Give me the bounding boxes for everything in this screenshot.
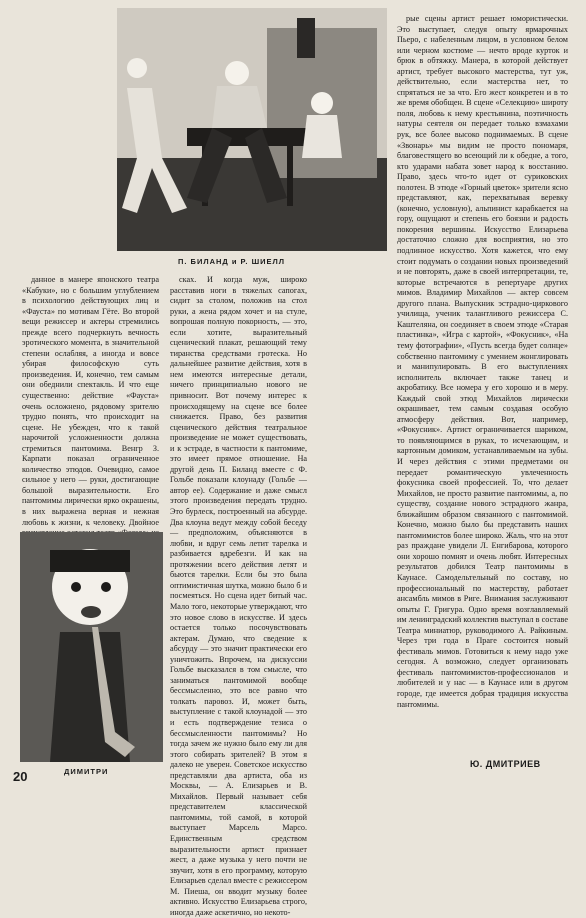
photo-dimitri (20, 532, 163, 762)
article-column-2 (170, 275, 307, 918)
photo-clown-illustration (20, 532, 163, 762)
photo-biland-shiell (117, 8, 387, 251)
article-column-3 (397, 14, 568, 710)
column-1-text: данное в манере японского театра «Кабуки», но с большим углублением в психологию действующих лиц и «Фауста» по мотивам Гёте. Во второй вещи режиссер и актеры стремились прежде всего подчеркнуть вечность эротического момента, в значительной степени ослабляя, а иногда и вовсе убирая философскую суть произведения. И, конечно, тем самым они обеднили спектакль. И что еще существенно: действие «Фауста» очень осложнено, рядовому зрителю трудно понять, что происходит на сцене. Не убежден, что к такой нарочитой усложненности должна стремиться пантомима. Венгр З. Карпати показал ограниченное количество этюдов. Очевидно, самое сильное у него — руки, достигающие большой выразительности. Его пантомимы лирически ярко окрашены, в них выражена верная и нежная любовь к жизни, к человеку. Двойное (22, 275, 159, 527)
article-author: Ю. ДМИТРИЕВ (470, 759, 541, 769)
photo-scene-illustration (117, 8, 387, 251)
column-3-text: рые сцены артист решает юмористически. Это выступает, следуя опыту ярмарочных Пьеро, с набеленным лицом, в условном белом или черном костюме — нечто вроде курток и брюк в обтяжку. Манера, в которой действует артист, требует высокого мастерства, тут уж, действительно, если мастерства нет, то спрятаться не за что. Его жест конкретен и в то же время обобщен. В сцене «Селекцию» широту поля, любовь к нему крестьянина, поэтичность натуры сеятеля он передает только взмахами рук, все более высоко поднимаемых. В сцене «Звонарь» мы видим не просто пономаря, благовестящего во всеющий ли к обедне, а того, кто ударами набата зовет народ к восстанию. Право, здесь что-то идет от суриковских полотен. В этюде «Горный цветок» зрители ясно представляют, как, перехватывая веревку (конечно, условную), альпинист карабкается на гору, ощущают и степень его боязни и радость покорения вершины. Искусство Елизарьева достаточно сложно для восприятия, но это подлинное искусство. Хотя кажется, что ему стоит подумать о создании новых произведений и не повторять, даже в своей интерпретации, те, которые встречаются в репертуаре других мимов. Владимир Михайлов — актер совсем другого плана. Выпускник эстрадно-циркового училища, ученик талантливого режиссера С. Каштеляна, он соединяет в своем этюде «Старая пластинка», «Игра с картой», «Фокусник», «На тему фотографии», «Пусть всегда будет солнце» собственно пантомиму с умением жонглировать и манипулировать. В его выступлениях исполнитель включает также танец и акробатику. Все номера у его хорошо и в меру. Каждый свой этюд Михайлов лирически окрашивает, тем самым создавая особую атмосферу действия. Вот, например, «Фокусник». Артист ограничивается шариком, то появляющимся в руках, то исчезающим, и картонным домиком, устанавливаемым на зубы. И через действия с этими предметами он передает романтическую увлеченность фокусника своей профессией. То, что делает Михайлов, не просто развитие пантомимы, а, по существу, создание нового эстрадного жанра, ближайшим образом связанного с пантомимой. Конечно, можно было бы представить наших пантомимистов более широко. Жаль, что на этот раз праждане увидели Л. Енгибарова, которого они хорошо помнят и очень любят. Интересных результатов добился Театр пантомимы в Каунасе. Самодельтельный по составу, но профессиональный по мастерству, работает ансамбль мимов в Риге. Внимания заслуживают опыты Г. Григура. Одно время возглавляемый им ленинградский коллектив выступал в составе Театра миниатюр, руководимого А. Райкиным. Через три года в Праге состоится новый фестиваль мимов. Готовиться к нему надо уже сегодня. А возможно, следует организовать фестиваль пантомимистов-профессионалов и любителей и у нас — в Каунасе или в другом городе, где имеется добрая традиция искусства пантомимы. (397, 14, 568, 709)
page-number: 20 (13, 769, 28, 784)
column-2-text: сках. И когда муж, широко расставив ноги в тяжелых сапогах, сидит за столом, положив на стол руки, а жена рядом хочет и на стуле, вопрошая полную покорность, — это, если хотите, выразительный сценический плакат, решающий тему тиранства средствами гротеска. Но дальнейшее развитие действия, хотя в нем имеются интересные детали, ничего принципиально нового не привносит. Вот почему интерес к происходящему на сцене все более снижается. Право, без развития сценического действия театральное произведение не может существовать, и к эстраде, в частности к пантомиме, это имеет прямое отношение. На другой день П. Биланд вместе с Ф. Гольбе показали клоунаду (Гольбе — автор ее). Содержание и даже смысл этого произведения передать трудно. Это бурлеск, построенный на абсурде. Два клоуна ведут между собой беседу — предположим, объясняются в любви, и вдруг семь летит тарелка и разбивается вдребезги. И как на протяжении всего действия летят и бьются тарелки. Если бы это была оптимистичная шутка, можно было б и посмеяться. Но сцена идет битый час. Мало того, некоторые утверждают, что это новое слово в искусстве. И здесь остается только посочувствовать актерам. Думаю, что сведение к абсурду — это значит практически его уничтожить. Впрочем, на дискуссии Гольбе высказался в том смысле, что заниматься пантомимой вообще бессмысленно, это все равно что толкать паровоз. И, может быть, выступление с такой клоунадой — это и есть подтверждение тезиса о бессмысленности пантомимы? Но тогда зачем же нужно было ему ли для этого собирать зрителей? В этом я далеко не уверен. Советское искусство представляли два артиста, оба из Москвы, — А. Елизарьев и В. Михайлов. Первый называет себя представителем классической пантомимы, той самой, в которой выступает Марсель Марсо. Единственным средством выразительности артист признает жест, а даже музыка у него почти не звучит, хотя в его программу, которую Елизарьев сделал вместе с режиссером М. Пиеша, он вводит музыку более активно. Искусство Елизарьева строго, иногда даже аскетично, но некото- (170, 275, 307, 917)
photo-caption-top: П. БИЛАНД и Р. ШИЕЛЛ (178, 257, 286, 266)
photo-caption-bottom: ДИМИТРИ (64, 767, 109, 776)
